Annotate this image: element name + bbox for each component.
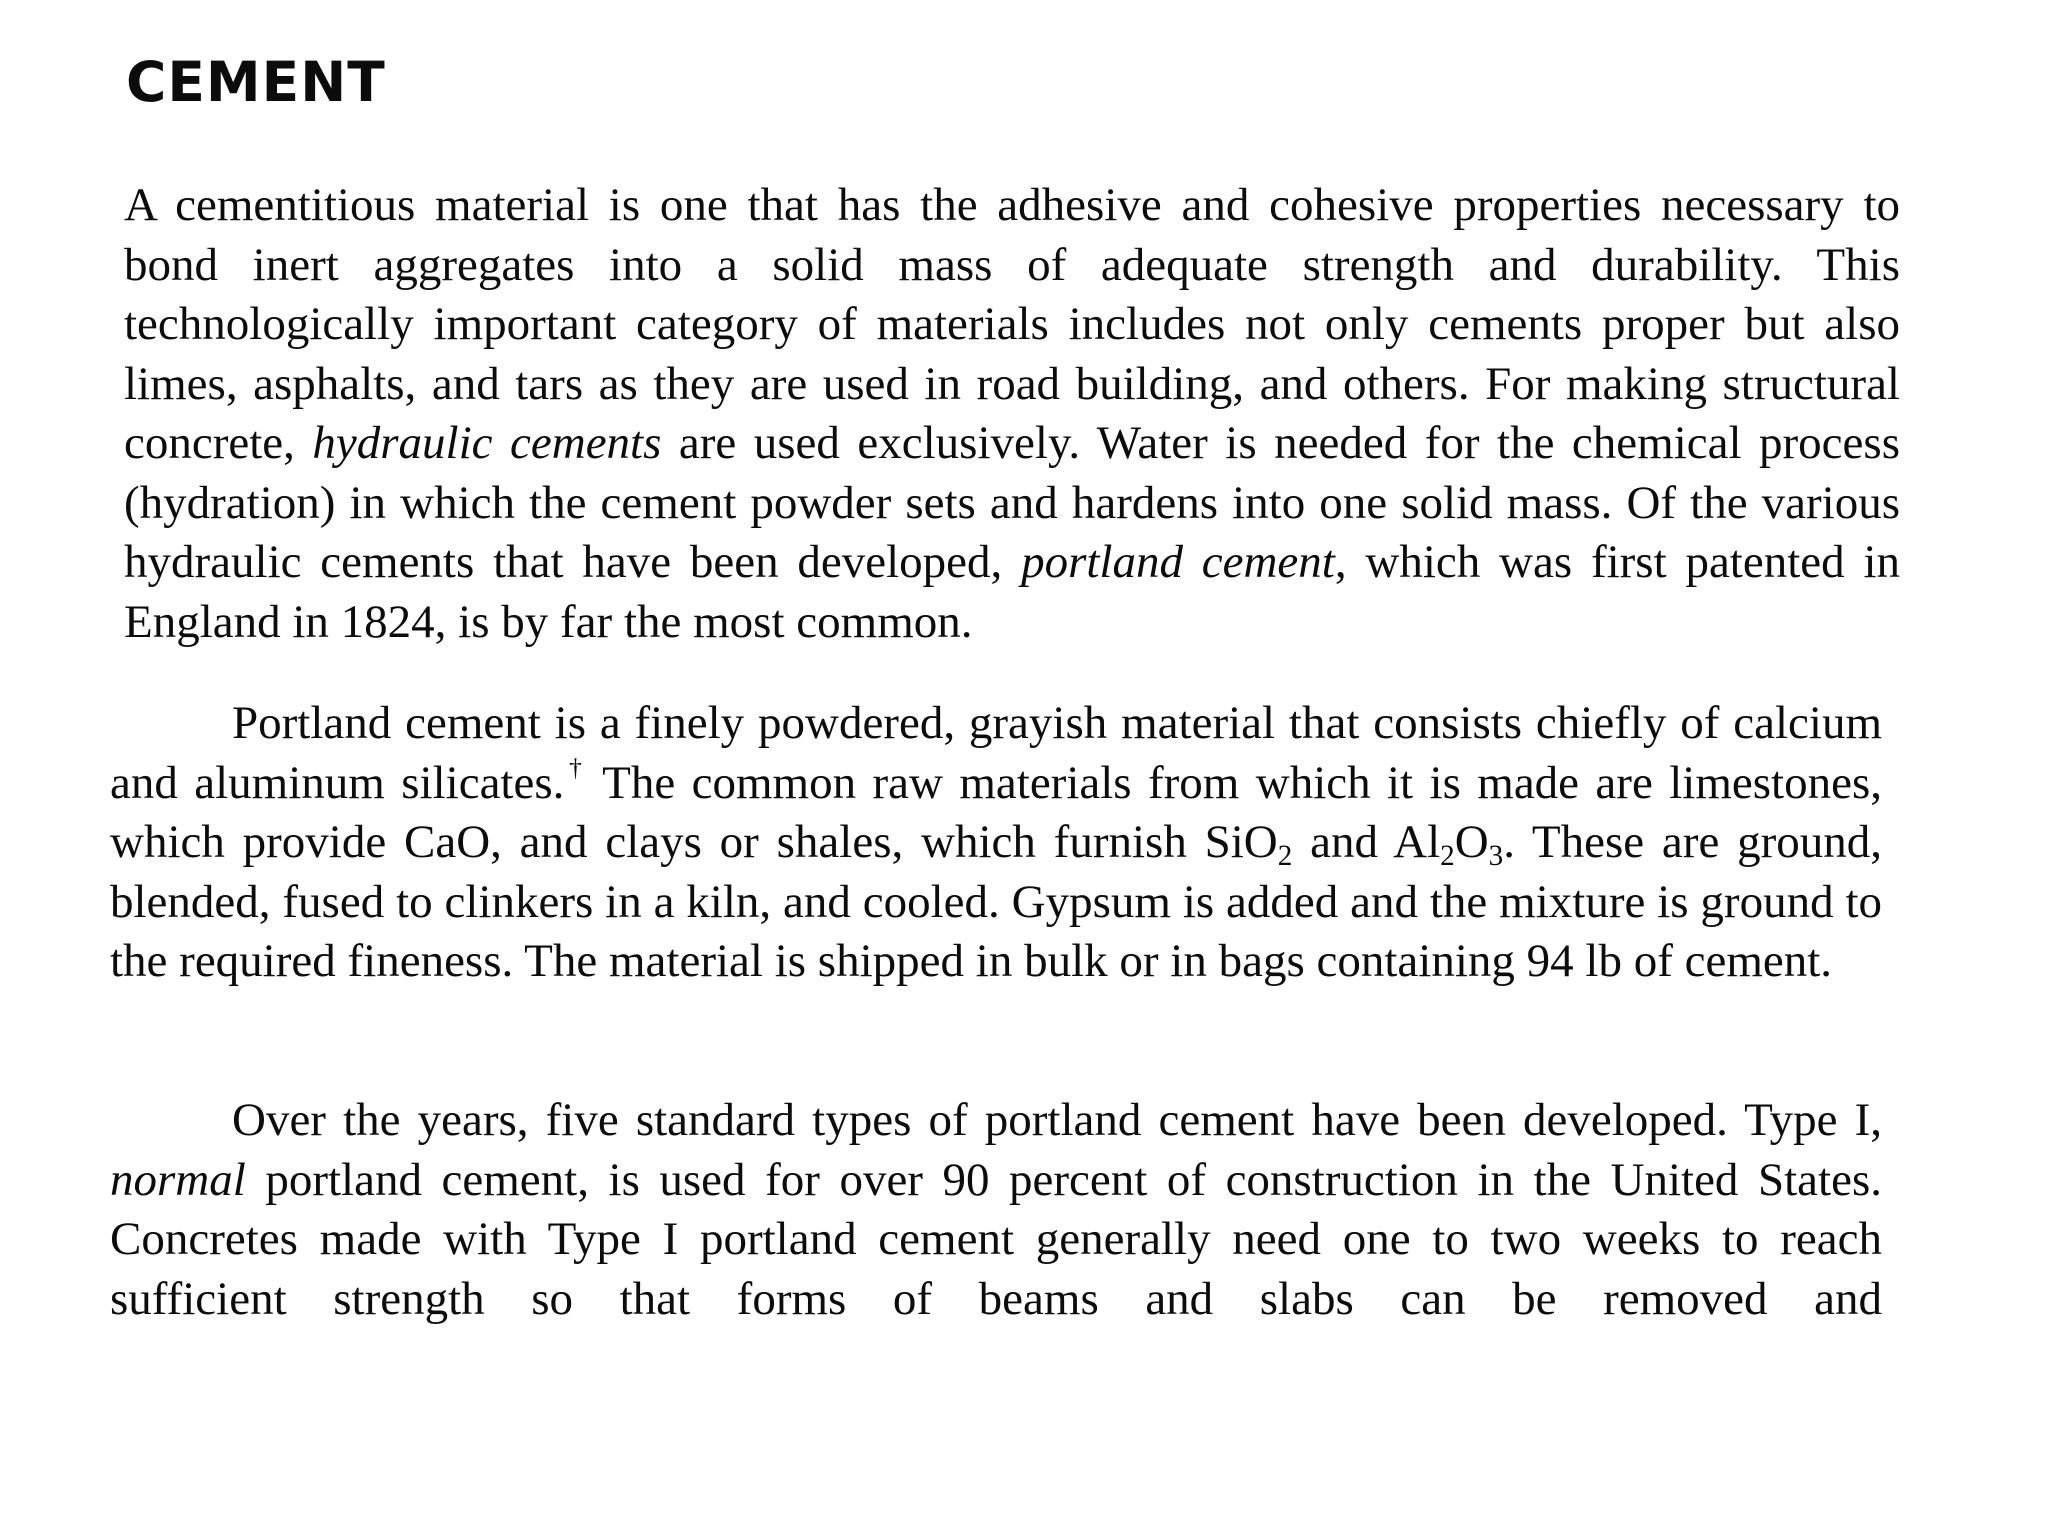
term-hydraulic-cements: hydraulic cements xyxy=(312,417,662,469)
paragraph-2-text-e: . These are ground, blended, fused to clinkers in a kiln, and cooled. Gypsum is added and the mixture is ground to the required fineness. The material is shipped in bulk or in bags containing 94 lb of cement. xyxy=(110,816,1882,987)
subscript-o3: 3 xyxy=(1488,840,1504,873)
paragraph-1-text-b: are used exclusively. Water is needed for the chemical process (hydration) in which the cement powder sets and hardens into one solid mass. Of the various hydraulic cements that have been developed, xyxy=(124,417,1900,588)
subscript-al2: 2 xyxy=(1440,840,1455,873)
paragraph-1-text-c: , which was first patented in England in 1824, is by far the most common. xyxy=(124,536,1901,648)
paragraph-1 xyxy=(124,176,1900,652)
subscript-sio2: 2 xyxy=(1277,840,1293,873)
paragraph-3 xyxy=(110,1091,1882,1329)
paragraph-2-text-a: Portland cement is a finely powdered, grayish material that consists chiefly of calcium and aluminum silicates. xyxy=(110,697,1882,809)
paragraph-2-text-d: O xyxy=(1454,816,1489,868)
term-portland-cement: portland cement xyxy=(1021,536,1335,588)
footnote-dagger-marker: † xyxy=(564,752,587,782)
paragraph-2-text-b: The common raw materials from which it is made are limestones, which provide CaO, and clays or shales, which furnish SiO xyxy=(110,756,1882,868)
paragraph-3-text-a: Over the years, five standard types of portland cement have been developed. Type I, xyxy=(232,1094,1882,1146)
section-heading: CEMENT xyxy=(126,50,386,114)
term-normal: normal xyxy=(110,1153,246,1206)
paragraph-2-text-c: and Al xyxy=(1292,816,1441,868)
paragraph-2 xyxy=(110,694,1882,992)
paragraph-3-text-b: portland cement, is used for over 90 percent of construction in the United States. Concretes made with Type I portland cement generally need one to two weeks to reach sufficient strength so that forms of beams and slabs can be removed and xyxy=(110,1153,1882,1325)
paragraph-1-text-a: A cementitious material is one that has the adhesive and cohesive properties necessary to bond inert aggregates into a solid mass of adequate strength and durability. This technologically important category of materials includes not only cements proper but also limes, asphalts, and tars as they are used in road building, and others. For making structural concrete, xyxy=(124,179,1900,469)
